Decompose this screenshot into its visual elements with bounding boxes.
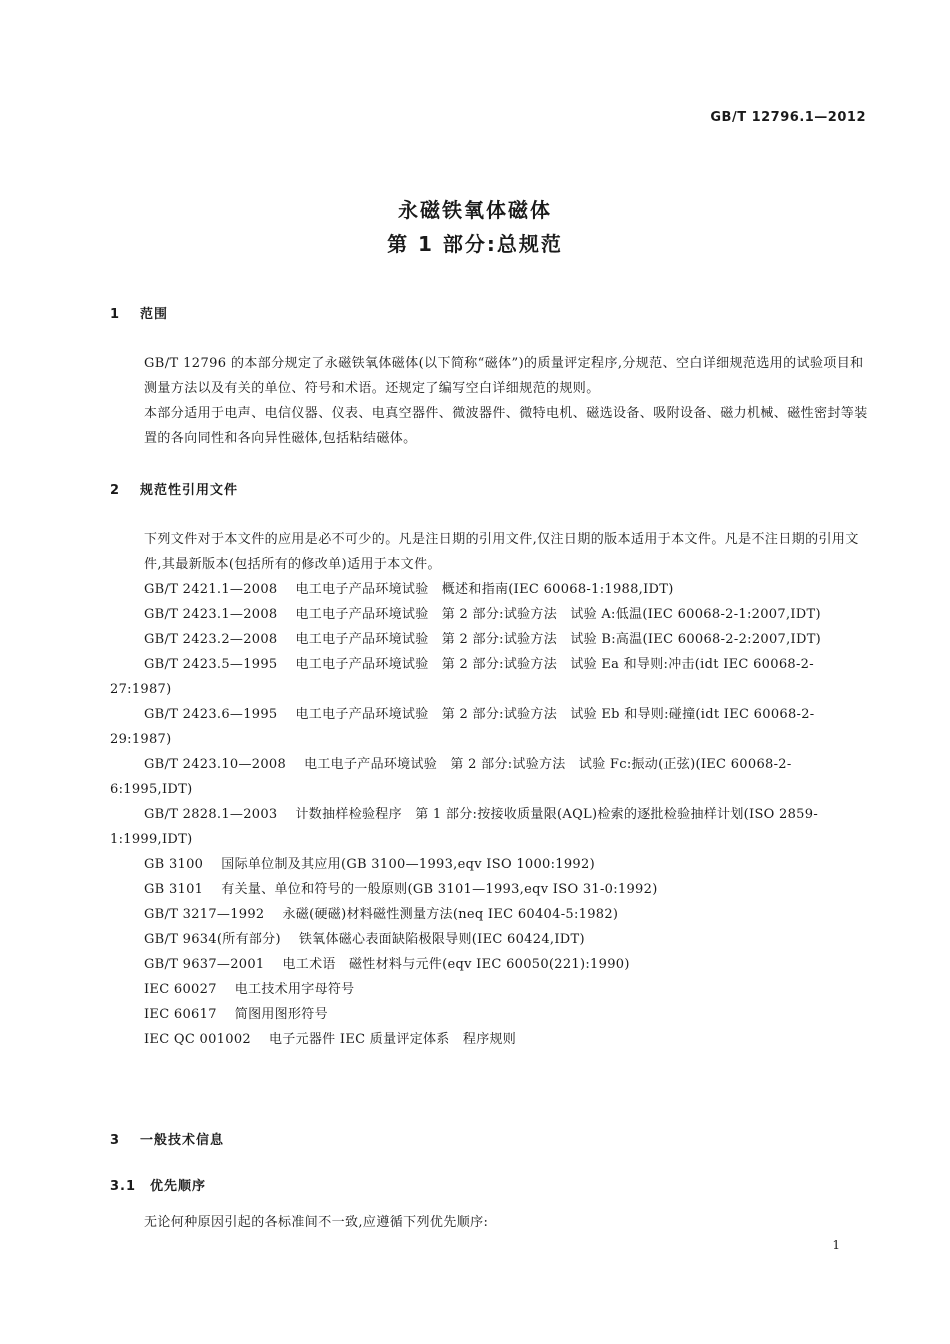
section-2-intro: 下列文件对于本文件的应用是必不可少的。凡是注日期的引用文件,仅注日期的版本适用于本文件。凡是不注日期的引用文件,其最新版本(包括所有的修改单)适用于本文件。 [144, 532, 859, 572]
section-2-heading [110, 479, 238, 498]
reference-item: GB 3101 有关量、单位和符号的一般原则(GB 3101—1993,eqv ISO 31-0:1992) [144, 882, 658, 897]
section-number: 2 [110, 483, 121, 498]
reference-item: GB/T 9634(所有部分) 铁氧体磁心表面缺陷极限导则(IEC 60424,IDT) [144, 932, 585, 947]
section-title: 优先顺序 [150, 1179, 207, 1194]
section-1-paragraph-2: 本部分适用于电声、电信仪器、仪表、电真空器件、微波器件、微特电机、磁选设备、吸附设备、磁力机械、磁性密封等装置的各向同性和各向异性磁体,包括粘结磁体。 [144, 406, 868, 446]
section-number: 3.1 [110, 1179, 137, 1194]
reference-item: GB/T 2423.5—1995 电工电子产品环境试验 第 2 部分:试验方法 试验 Ea 和导则:冲击(idt IEC 60068-2-27:1987) [110, 657, 814, 697]
standard-number: GB/T 12796.1—2012 [710, 110, 866, 125]
reference-item: GB/T 2423.1—2008 电工电子产品环境试验 第 2 部分:试验方法 试验 A:低温(IEC 60068-2-1:2007,IDT) [144, 607, 821, 622]
section-number: 1 [110, 307, 121, 322]
reference-item: GB/T 2423.6—1995 电工电子产品环境试验 第 2 部分:试验方法 试验 Eb 和导则:碰撞(idt IEC 60068-2-29:1987) [110, 707, 815, 747]
reference-item: IEC QC 001002 电子元器件 IEC 质量评定体系 程序规则 [144, 1032, 517, 1047]
section-3-1-heading [110, 1175, 206, 1194]
reference-item: GB/T 2423.10—2008 电工电子产品环境试验 第 2 部分:试验方法 试验 Fc:振动(正弦)(IEC 60068-2-6:1995,IDT) [110, 757, 792, 797]
section-1-heading [110, 303, 168, 322]
reference-item: IEC 60617 简图用图形符号 [144, 1007, 328, 1022]
reference-item: GB/T 3217—1992 永磁(硬磁)材料磁性测量方法(neq IEC 60404-5:1982) [144, 907, 619, 922]
reference-item: GB/T 2828.1—2003 计数抽样检验程序 第 1 部分:按接收质量限(AQL)检索的逐批检验抽样计划(ISO 2859-1:1999,IDT) [110, 807, 819, 847]
section-title: 规范性引用文件 [140, 483, 239, 498]
reference-item: GB/T 9637—2001 电工术语 磁性材料与元件(eqv IEC 60050(221):1990) [144, 957, 630, 972]
section-3-1-paragraph: 无论何种原因引起的各标准间不一致,应遵循下列优先顺序: [144, 1215, 489, 1230]
section-number: 3 [110, 1133, 121, 1148]
reference-item: GB/T 2421.1—2008 电工电子产品环境试验 概述和指南(IEC 60068-1:1988,IDT) [144, 582, 674, 597]
reference-item: GB/T 2423.2—2008 电工电子产品环境试验 第 2 部分:试验方法 试验 B:高温(IEC 60068-2-2:2007,IDT) [144, 632, 822, 647]
section-3-heading [110, 1129, 224, 1148]
reference-item: GB 3100 国际单位制及其应用(GB 3100—1993,eqv ISO 1000:1992) [144, 857, 595, 872]
document-subtitle: 第 1 部分:总规范 [387, 232, 563, 256]
section-1-paragraph-1: GB/T 12796 的本部分规定了永磁铁氧体磁体(以下简称“磁体”)的质量评定程序,分规范、空白详细规范选用的试验项目和测量方法以及有关的单位、符号和术语。还规定了编写空白详细规范的规则。 [144, 356, 864, 396]
normative-references-list [110, 577, 868, 1052]
section-title: 一般技术信息 [140, 1133, 225, 1148]
document-title: 永磁铁氧体磁体 [398, 198, 552, 222]
page-number: 1 [832, 1238, 840, 1252]
reference-item: IEC 60027 电工技术用字母符号 [144, 982, 355, 997]
section-title: 范围 [140, 307, 169, 322]
